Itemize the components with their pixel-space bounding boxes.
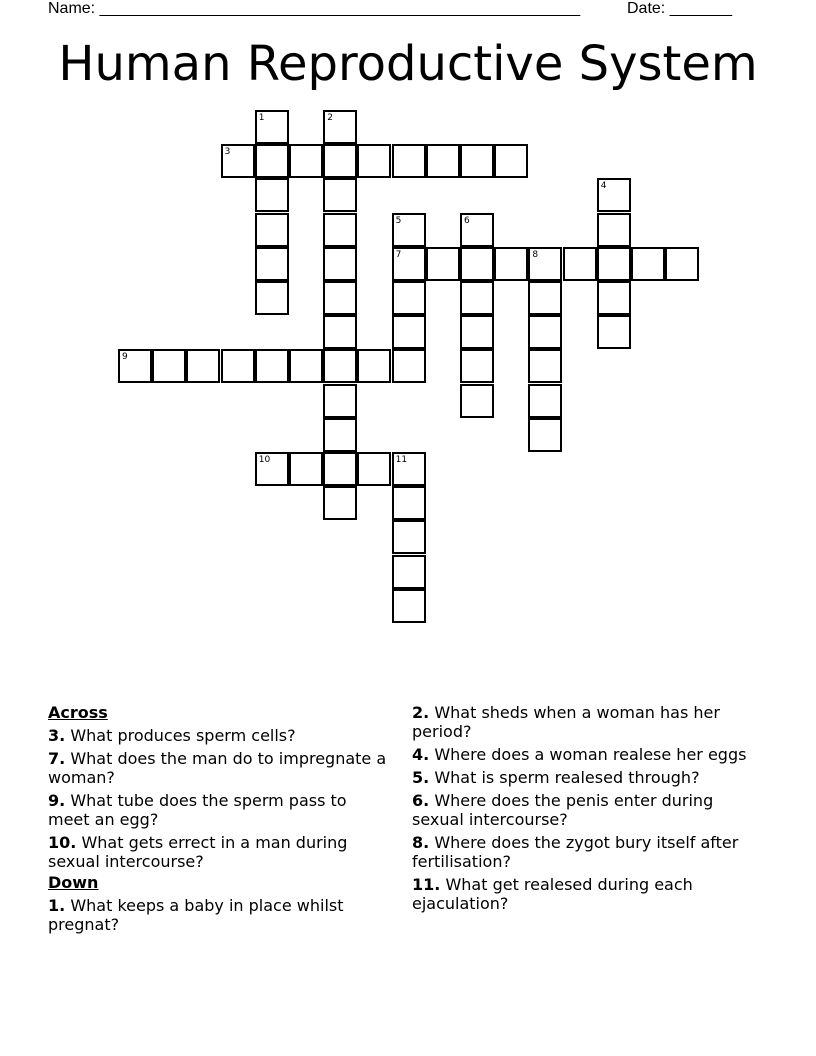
crossword-cell[interactable]	[426, 144, 460, 178]
clue-text: What get realesed during each ejaculation?	[412, 875, 693, 913]
crossword-cell[interactable]	[392, 315, 426, 349]
clue-text: What gets errect in a man during sexual intercourse?	[48, 833, 348, 871]
crossword-cell[interactable]	[221, 349, 255, 383]
crossword-cell[interactable]	[460, 247, 494, 281]
crossword-cell[interactable]	[597, 178, 631, 212]
crossword-cell[interactable]	[323, 452, 357, 486]
clue-number: 6.	[412, 791, 430, 810]
crossword-cell[interactable]	[255, 144, 289, 178]
crossword-cell[interactable]	[357, 144, 391, 178]
crossword-cell[interactable]	[392, 486, 426, 520]
crossword-cell[interactable]	[255, 247, 289, 281]
crossword-cell[interactable]	[118, 349, 152, 383]
crossword-cell[interactable]	[460, 213, 494, 247]
crossword-cell[interactable]	[289, 452, 323, 486]
clue-item	[48, 749, 393, 787]
clue-text: What produces sperm cells?	[70, 726, 296, 745]
crossword-cell[interactable]	[255, 213, 289, 247]
clue-number: 11.	[412, 875, 441, 894]
across-clue-list	[48, 726, 393, 871]
crossword-cell[interactable]	[528, 349, 562, 383]
crossword-cell[interactable]	[460, 384, 494, 418]
crossword-cell[interactable]	[289, 144, 323, 178]
crossword-cell[interactable]	[460, 144, 494, 178]
name-field-label: Name: ______________________________________________________	[48, 0, 581, 17]
clue-item	[412, 703, 757, 741]
clues-right-column	[412, 703, 757, 917]
clue-number: 9.	[48, 791, 66, 810]
clues-left-column	[48, 703, 393, 938]
crossword-cell[interactable]	[255, 281, 289, 315]
cell-number: 4	[600, 181, 607, 192]
clue-text: What keeps a baby in place whilst pregnat?	[48, 896, 344, 934]
crossword-cell[interactable]	[392, 589, 426, 623]
crossword-cell[interactable]	[323, 349, 357, 383]
crossword-cell[interactable]	[357, 349, 391, 383]
down-clue-list-continued	[412, 703, 757, 913]
crossword-cell[interactable]	[392, 213, 426, 247]
crossword-cell[interactable]	[460, 349, 494, 383]
clue-number: 10.	[48, 833, 77, 852]
cell-number: 9	[122, 352, 128, 363]
page-title: Human Reproductive System	[58, 36, 758, 92]
crossword-cell[interactable]	[528, 384, 562, 418]
down-clue-list	[48, 896, 393, 934]
crossword-cell[interactable]	[597, 213, 631, 247]
crossword-cell[interactable]	[597, 247, 631, 281]
crossword-cell[interactable]	[392, 555, 426, 589]
crossword-cell[interactable]	[460, 281, 494, 315]
crossword-cell[interactable]	[528, 247, 562, 281]
clue-number: 1.	[48, 896, 66, 915]
clue-text: What tube does the sperm pass to meet an egg?	[48, 791, 347, 829]
clue-number: 5.	[412, 768, 430, 787]
cell-number: 1	[258, 113, 265, 123]
crossword-cell[interactable]	[255, 110, 289, 144]
date-field-label: Date: _______	[627, 0, 732, 17]
crossword-cell[interactable]	[392, 144, 426, 178]
crossword-cell[interactable]	[392, 281, 426, 315]
crossword-cell[interactable]	[392, 349, 426, 383]
crossword-cell[interactable]	[357, 452, 391, 486]
across-heading: Across	[48, 703, 108, 722]
crossword-cell[interactable]	[255, 349, 289, 383]
cell-number: 6	[464, 215, 470, 226]
crossword-cell[interactable]	[221, 144, 255, 178]
cell-number: 2	[327, 113, 333, 123]
clue-item	[48, 833, 393, 871]
crossword-cell[interactable]	[528, 315, 562, 349]
crossword-cell[interactable]	[186, 349, 220, 383]
crossword-cell[interactable]	[494, 144, 528, 178]
clue-number: 2.	[412, 703, 430, 722]
clue-item	[48, 896, 393, 934]
cell-number: 10	[258, 455, 271, 465]
clue-item	[412, 791, 757, 829]
crossword-cell[interactable]	[392, 452, 426, 486]
cell-number: 8	[532, 249, 539, 260]
crossword-cell[interactable]	[392, 520, 426, 554]
crossword-cell[interactable]	[323, 144, 357, 178]
crossword-cell[interactable]	[392, 247, 426, 281]
clue-number: 7.	[48, 749, 66, 768]
crossword-cell[interactable]	[323, 418, 357, 452]
crossword-cell[interactable]	[528, 418, 562, 452]
crossword-cell[interactable]	[152, 349, 186, 383]
crossword-cell[interactable]	[563, 247, 597, 281]
crossword-cell[interactable]	[597, 315, 631, 349]
crossword-cell[interactable]	[323, 178, 357, 212]
crossword-cell[interactable]	[323, 213, 357, 247]
cell-number: 11	[395, 455, 408, 465]
clue-text: Where does the penis enter during sexual intercourse?	[412, 791, 714, 829]
crossword-cell[interactable]	[323, 486, 357, 520]
clue-item	[412, 875, 757, 913]
down-heading: Down	[48, 873, 99, 892]
crossword-cell[interactable]	[323, 281, 357, 315]
clue-text: Where does the zygot bury itself after fertilisation?	[412, 833, 739, 871]
crossword-cell[interactable]	[323, 384, 357, 418]
crossword-cell[interactable]	[323, 110, 357, 144]
crossword-cell[interactable]	[460, 315, 494, 349]
clue-item	[48, 726, 393, 745]
crossword-cell[interactable]	[426, 247, 460, 281]
clue-number: 4.	[412, 745, 430, 764]
clue-item	[412, 833, 757, 871]
crossword-cell[interactable]	[494, 247, 528, 281]
clue-text: What does the man do to impregnate a woman?	[48, 749, 387, 787]
clue-item	[412, 745, 757, 764]
crossword-cell[interactable]	[289, 349, 323, 383]
crossword-cell[interactable]	[597, 281, 631, 315]
crossword-cell[interactable]	[323, 247, 357, 281]
crossword-cell[interactable]	[665, 247, 699, 281]
cell-number: 5	[395, 215, 402, 226]
clue-text: Where does a woman realese her eggs	[434, 745, 747, 764]
clue-item	[48, 791, 393, 829]
cell-number: 7	[395, 249, 402, 260]
cell-number: 3	[224, 147, 231, 158]
clue-number: 3.	[48, 726, 66, 745]
crossword-cell[interactable]	[255, 178, 289, 212]
clue-text: What is sperm realesed through?	[434, 768, 700, 787]
clue-number: 8.	[412, 833, 430, 852]
crossword-cell[interactable]	[323, 315, 357, 349]
clue-item	[412, 768, 757, 787]
crossword-cell[interactable]	[528, 281, 562, 315]
clue-text: What sheds when a woman has her period?	[412, 703, 720, 741]
crossword-cell[interactable]	[631, 247, 665, 281]
crossword-cell[interactable]	[255, 452, 289, 486]
